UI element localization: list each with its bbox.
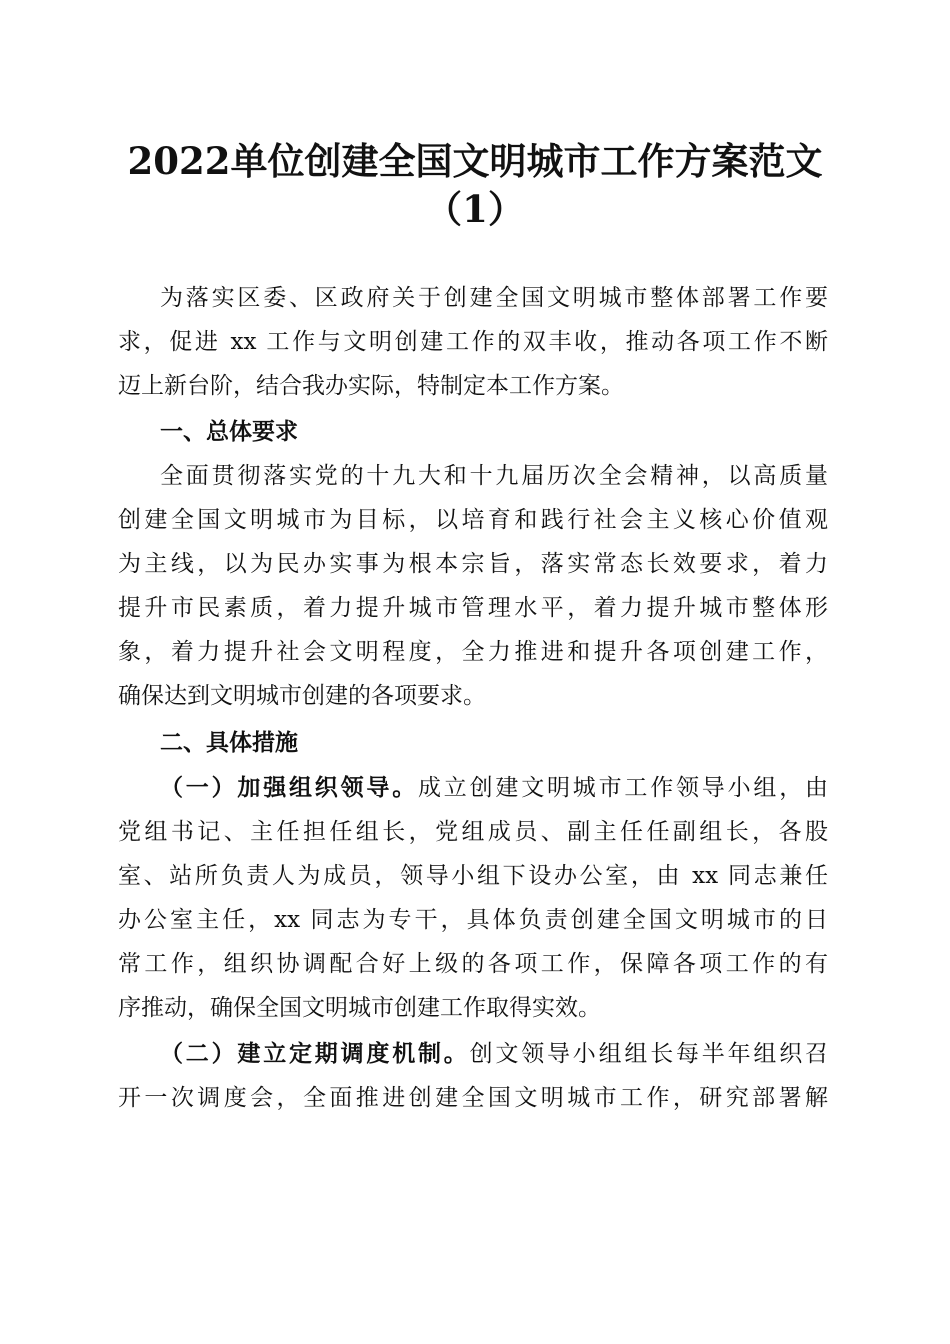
item1-line-5: 常工作，组织协调配合好上级的各项工作，保障各项工作的有	[118, 951, 828, 977]
section1-line-1: 全面贯彻落实党的十九大和十九届历次全会精神，以高质量	[160, 463, 828, 489]
item1-lead: （一）加强组织领导。	[160, 774, 418, 801]
item1-line-2: 党组书记、主任担任组长，党组成员、副主任任副组长，各股	[118, 819, 828, 845]
item1-line-4: 办公室主任，xx 同志为专干，具体负责创建全国文明城市的日	[118, 907, 828, 933]
item1-line-1	[160, 773, 828, 803]
intro-line-1: 为落实区委、区政府关于创建全国文明城市整体部署工作要	[160, 285, 828, 311]
intro-line-3: 迈上新台阶，结合我办实际，特制定本工作方案。	[118, 373, 624, 399]
item1-line-3: 室、站所负责人为成员，领导小组下设办公室，由 xx 同志兼任	[118, 863, 828, 889]
item1-line-6: 序推动，确保全国文明城市创建工作取得实效。	[118, 995, 601, 1021]
section1-heading: 一、总体要求	[160, 419, 298, 445]
item2-first-rest: 创文领导小组组长每半年组织召	[469, 1041, 828, 1067]
section1-line-5: 象，着力提升社会文明程度，全力推进和提升各项创建工作，	[118, 639, 828, 665]
intro-line-2: 求，促进 xx 工作与文明创建工作的双丰收，推动各项工作不断	[118, 329, 828, 355]
item2-line-2: 开一次调度会，全面推进创建全国文明城市工作，研究部署解	[118, 1085, 828, 1111]
section2-heading: 二、具体措施	[160, 730, 298, 756]
document-title-line1: 2022单位创建全国文明城市工作方案范文	[127, 139, 823, 183]
section1-line-3: 为主线，以为民办实事为根本宗旨，落实常态长效要求，着力	[118, 551, 828, 577]
section1-line-4: 提升市民素质，着力提升城市管理水平，着力提升城市整体形	[118, 595, 828, 621]
document-title-line2: （1）	[425, 187, 525, 231]
item2-line-1	[160, 1039, 828, 1069]
item1-first-rest: 成立创建文明城市工作领导小组，由	[418, 775, 828, 801]
item2-lead: （二）建立定期调度机制。	[160, 1040, 470, 1067]
section1-line-2: 创建全国文明城市为目标，以培育和践行社会主义核心价值观	[118, 507, 828, 533]
section1-line-6: 确保达到文明城市创建的各项要求。	[118, 683, 486, 709]
